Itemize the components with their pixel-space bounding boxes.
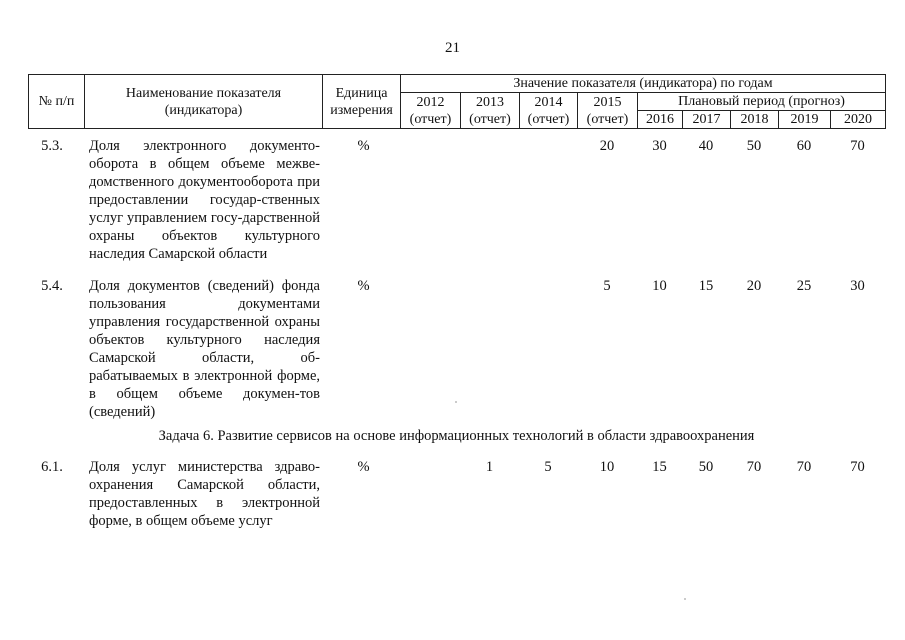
indicator-table-header	[28, 74, 886, 129]
value-2015: 5	[603, 278, 611, 294]
value-2018: 70	[746, 459, 762, 475]
header-year-2020: 2020	[831, 111, 886, 129]
indicator-name: Доля услуг министерства здраво-охранения Самарской области, предоставленных в электронной форме, в общем объеме услуг	[89, 459, 320, 529]
header-year-2018: 2018	[731, 111, 779, 129]
value-2020: 70	[850, 138, 865, 154]
indicator-name: Доля документов (сведений) фонда пользования документами управления государственной охраны объектов культурного наследия Самарской области, об-рабатываемых в электронной форме, в общем объеме докумен-тов (сведений)	[89, 278, 320, 420]
header-year-2015: 2015 (отчет)	[578, 93, 638, 129]
value-2018: 50	[746, 138, 762, 154]
scan-speck	[455, 401, 457, 403]
value-2016: 10	[652, 278, 667, 294]
value-2014: 5	[544, 459, 552, 475]
unit: %	[357, 278, 370, 294]
value-2015: 20	[599, 138, 615, 154]
scan-speck	[684, 598, 686, 600]
value-2019: 60	[796, 138, 812, 154]
indicator-name: Доля электронного документо-оборота в общем объеме межве-домственного документооборота при предоставлении государ-ственных услуг управлением госу-дарственной охраны объектов культурного наследия Самарской области	[89, 138, 320, 262]
value-2017: 15	[698, 278, 714, 294]
value-2016: 30	[652, 138, 667, 154]
value-2017: 40	[698, 138, 714, 154]
value-2015: 10	[599, 459, 615, 475]
value-2020: 30	[850, 278, 865, 294]
value-2018: 20	[746, 278, 762, 294]
header-values-by-year: Значение показателя (индикатора) по годам	[401, 75, 886, 93]
header-year-2019: 2019	[779, 111, 831, 129]
header-indicator-name: Наименование показателя (индикатора)	[85, 75, 323, 129]
header-year-2017: 2017	[683, 111, 731, 129]
value-2020: 70	[850, 459, 865, 475]
value-2016: 15	[652, 459, 667, 475]
header-year-2013: 2013 (отчет)	[461, 93, 520, 129]
unit: %	[357, 459, 370, 475]
header-year-2014: 2014 (отчет)	[520, 93, 578, 129]
header-year-2012: 2012 (отчет)	[401, 93, 461, 129]
header-planned-period: Плановый период (прогноз)	[638, 93, 886, 111]
page-number: 21	[445, 40, 460, 56]
unit: %	[357, 138, 370, 154]
row-number: 5.4.	[41, 278, 63, 294]
task-heading: Задача 6. Развитие сервисов на основе информационных технологий в области здравоохранения	[158, 428, 755, 444]
value-2013: 1	[485, 459, 494, 475]
row-number: 6.1.	[41, 459, 63, 475]
header-number: № п/п	[29, 75, 85, 129]
header-year-2016: 2016	[638, 111, 683, 129]
row-number: 5.3.	[41, 138, 63, 154]
value-2019: 25	[796, 278, 812, 294]
header-unit: Единица измерения	[323, 75, 401, 129]
value-2017: 50	[698, 459, 714, 475]
value-2019: 70	[796, 459, 812, 475]
